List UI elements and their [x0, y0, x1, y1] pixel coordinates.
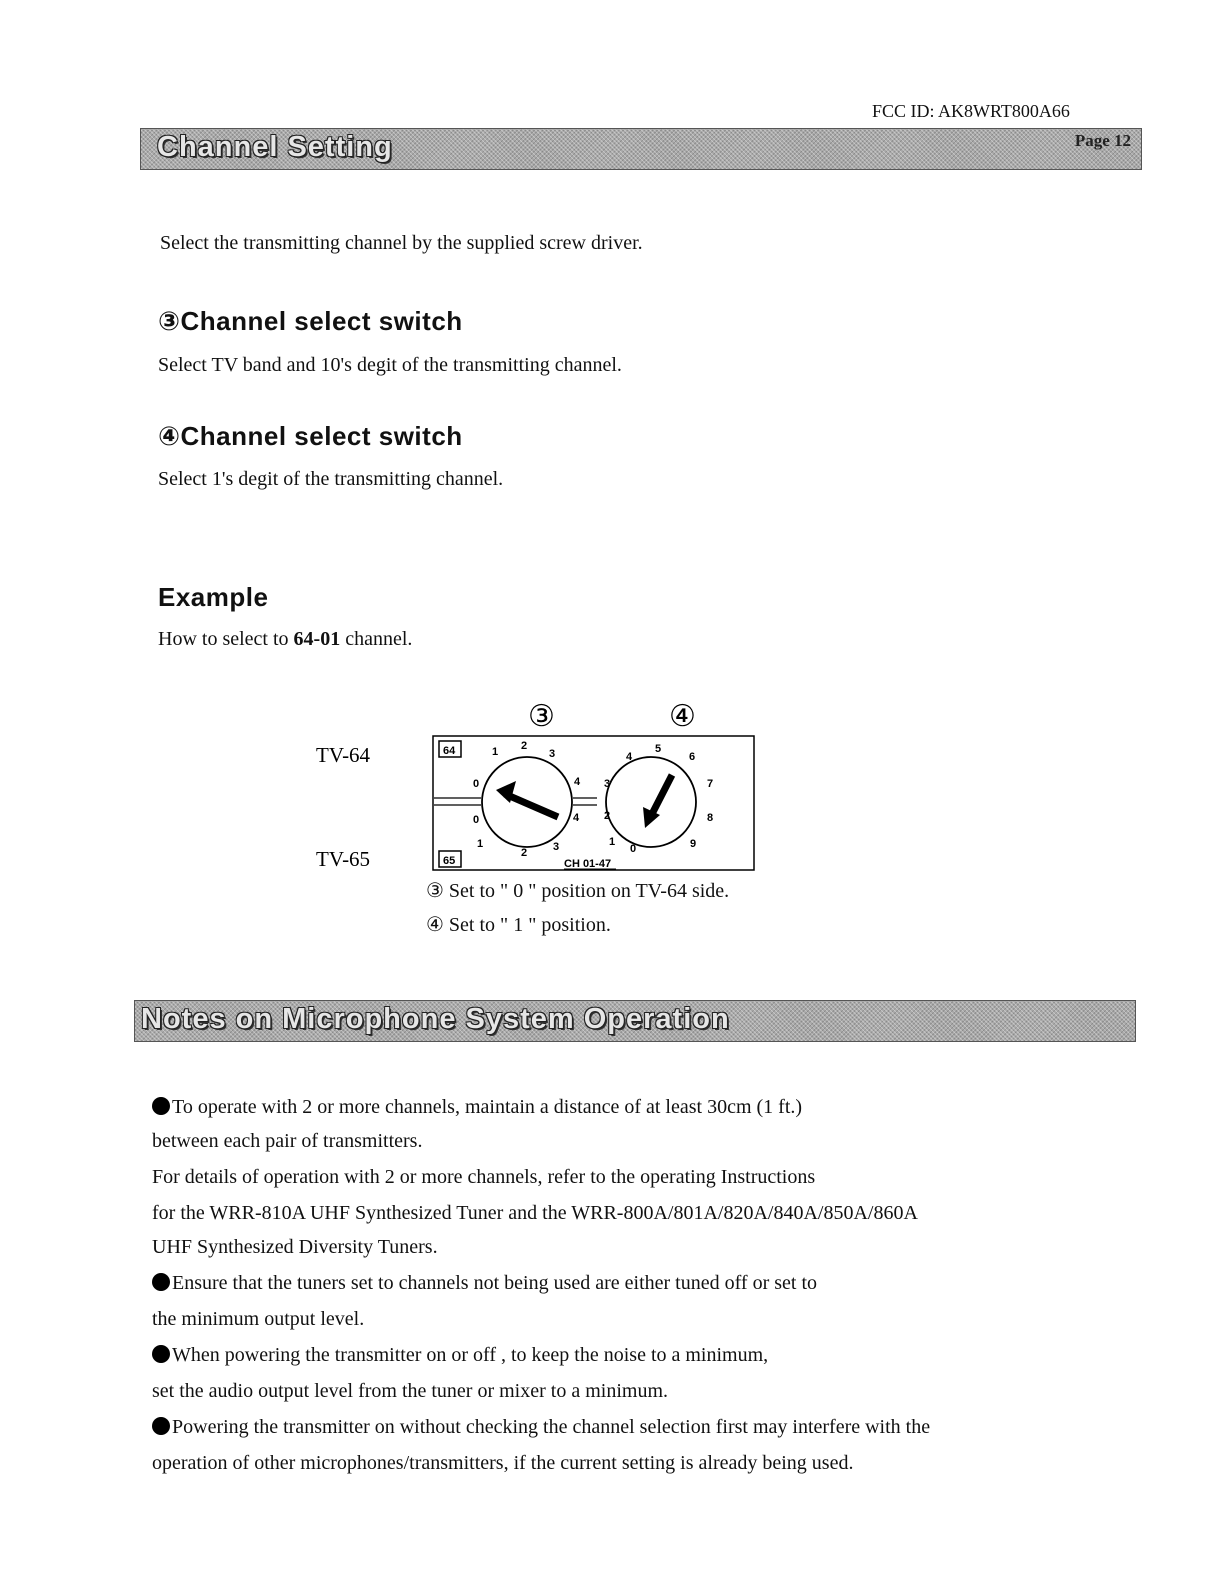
dial3-top-num-3: 3: [549, 748, 556, 760]
dial3-bottom-num-0: 0: [473, 814, 480, 826]
dial3-top-num-2: 2: [521, 740, 528, 752]
note-line-11: operation of other microphones/transmitters, if the current setting is already being used.: [152, 1452, 854, 1474]
bullet-icon: [152, 1097, 170, 1115]
bullet-icon: [152, 1345, 170, 1363]
note-text-10: Powering the transmitter on without checking the channel selection first may interfere with the: [172, 1416, 931, 1438]
note-line-5: UHF Synthesized Diversity Tuners.: [152, 1236, 438, 1258]
channel-switch-diagram: [300, 695, 820, 945]
diagram-marker-3: ③: [528, 700, 555, 733]
notes-banner: [134, 1000, 1136, 1042]
note-line-9: set the audio output level from the tuner or mixer to a minimum.: [152, 1380, 668, 1402]
switch4-heading: ④Channel select switch: [158, 421, 463, 451]
note-line-7: the minimum output level.: [152, 1308, 365, 1330]
dial4-num-4: 4: [626, 751, 633, 763]
tv65-label: TV-65: [316, 847, 371, 871]
box-64-label: 64: [443, 745, 456, 757]
page-number: Page 12: [1074, 131, 1131, 150]
dial3-top-num-1: 1: [492, 746, 499, 758]
note-line-6: [152, 1272, 817, 1295]
dial4-num-7: 7: [707, 778, 714, 790]
note-text-6: Ensure that the tuners set to channels not being used are either tuned off or set to: [172, 1272, 817, 1294]
dial-4: [606, 757, 696, 847]
diagram-marker-4: ④: [669, 700, 696, 733]
note-line-3: For details of operation with 2 or more channels, refer to the operating Instructions: [152, 1166, 816, 1188]
dial3-bottom-num-1: 1: [477, 838, 484, 850]
caption-4: ④ Set to " 1 " position.: [426, 914, 611, 936]
note-line-10: [152, 1416, 930, 1439]
switch3-text: Select TV band and 10's degit of the transmitting channel.: [158, 354, 622, 376]
bullet-icon: [152, 1273, 170, 1291]
dial4-num-1: 1: [609, 836, 616, 848]
fcc-id: FCC ID: AK8WRT800A66: [872, 101, 1070, 121]
dial3-top-num-4: 4: [574, 776, 581, 788]
dial4-num-3: 3: [604, 778, 611, 790]
dial3-top-num-0: 0: [473, 778, 480, 790]
channel-setting-banner: [140, 128, 1142, 170]
note-text-8: When powering the transmitter on or off , to keep the noise to a minimum,: [172, 1344, 769, 1366]
note-text-1: To operate with 2 or more channels, maintain a distance of at least 30cm (1 ft.): [172, 1096, 803, 1118]
dial4-num-2: 2: [604, 810, 611, 822]
example-channel: 64-01: [293, 628, 341, 650]
dial4-num-5: 5: [655, 743, 662, 755]
note-line-2: between each pair of transmitters.: [152, 1130, 423, 1152]
switch4-text: Select 1's degit of the transmitting channel.: [158, 468, 504, 490]
example-text-after: channel.: [340, 628, 413, 650]
note-line-1: [152, 1096, 802, 1119]
channel-setting-title: Channel Setting: [157, 131, 393, 163]
example-text-before: How to select to: [158, 628, 294, 650]
intro-text: Select the transmitting channel by the supplied screw driver.: [160, 232, 643, 254]
note-line-8: [152, 1344, 768, 1367]
dial3-bottom-num-3: 3: [553, 841, 560, 853]
bullet-icon: [152, 1417, 170, 1435]
dial4-num-8: 8: [707, 812, 714, 824]
dial4-num-6: 6: [689, 751, 696, 763]
box-65-label: 65: [443, 855, 456, 867]
example-text: [158, 622, 412, 656]
dial4-num-9: 9: [690, 838, 697, 850]
example-heading: Example: [158, 582, 269, 612]
dial3-bottom-num-4: 4: [573, 812, 580, 824]
notes-title: Notes on Microphone System Operation: [141, 1003, 730, 1035]
dial4-num-0: 0: [630, 843, 637, 855]
switch3-heading: ③Channel select switch: [158, 306, 463, 336]
note-line-4: for the WRR-810A UHF Synthesized Tuner and the WRR-800A/801A/820A/840A/850A/860A: [152, 1202, 918, 1224]
tv64-label: TV-64: [316, 743, 371, 767]
dial3-bottom-num-2: 2: [521, 847, 528, 859]
caption-3: ③ Set to " 0 " position on TV-64 side.: [426, 880, 730, 902]
ch-range-label: CH 01-47: [564, 858, 612, 870]
